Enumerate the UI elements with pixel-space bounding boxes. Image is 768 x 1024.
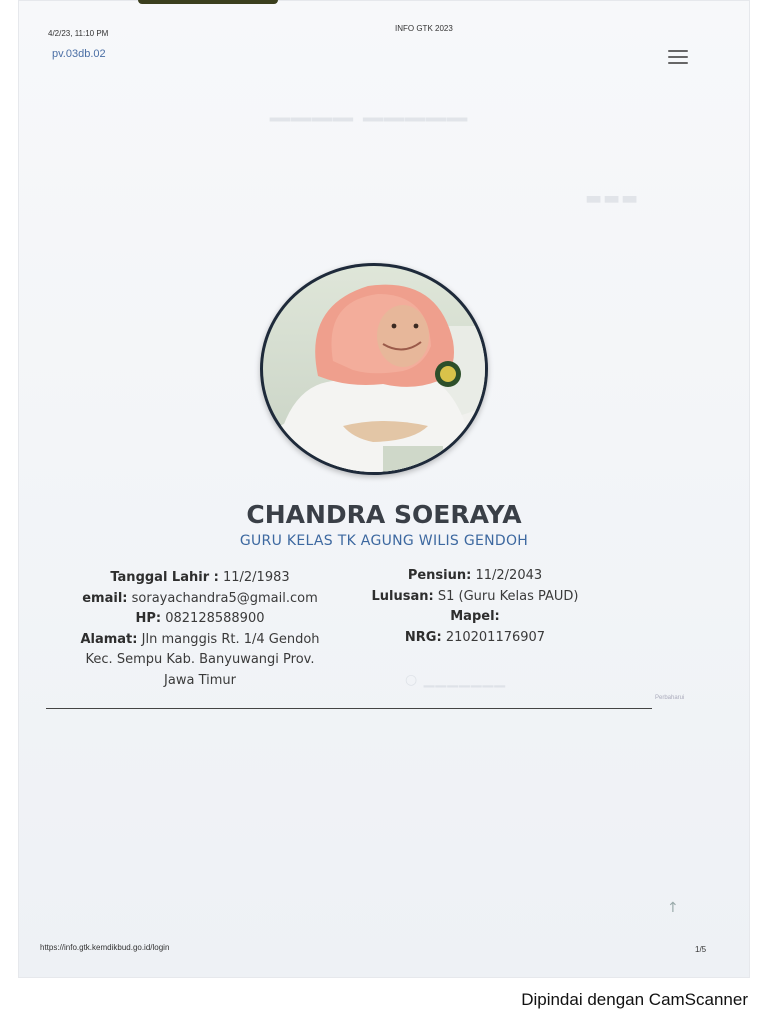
phone-label: HP:	[135, 611, 162, 626]
section-divider	[46, 708, 652, 709]
bleed-through-artifact: ▬▬▬	[585, 188, 640, 209]
bleed-through-artifact: ▁▁▁▁ ▁▁▁▁▁	[270, 92, 469, 122]
retirement-row	[330, 566, 620, 587]
teacher-name: CHANDRA SOERAYA	[246, 500, 522, 529]
birthdate-row	[40, 568, 360, 589]
hamburger-menu-icon[interactable]	[668, 50, 688, 68]
address-label: Alamat:	[80, 631, 138, 647]
bleed-through-artifact: ○ ▁▁▁▁▁▁▁	[405, 672, 507, 688]
print-datetime: 4/2/23, 11:10 PM	[48, 29, 109, 38]
graduation-value: S1 (Guru Kelas PAUD)	[437, 588, 579, 604]
retirement-label: Pensiun:	[407, 568, 472, 583]
email-label: email:	[82, 590, 128, 606]
retirement-value: 11/2/2043	[475, 568, 543, 583]
footer-url: https://info.gtk.kemdikbud.go.id/login	[40, 943, 170, 952]
teacher-position: GURU KELAS TK AGUNG WILIS GENDOH	[239, 533, 529, 549]
subject-label: Mapel:	[450, 609, 500, 624]
nrg-value: 210201176907	[445, 629, 546, 645]
details-right-column	[330, 566, 620, 648]
avatar-icon	[263, 266, 485, 472]
version-label: pv.03db.02	[52, 48, 106, 60]
address-line-3: Jawa Timur	[164, 672, 236, 688]
address-line-2: Kec. Sempu Kab. Banyuwangi Prov.	[85, 652, 315, 667]
birthdate-label: Tanggal Lahir :	[110, 570, 219, 585]
phone-value: 082128588900	[165, 611, 265, 626]
birthdate-value: 11/2/1983	[222, 570, 290, 585]
email-value: sorayachandra5@gmail.com	[131, 590, 318, 606]
scroll-to-top-icon[interactable]: ↑	[667, 900, 679, 916]
nrg-row	[330, 628, 620, 649]
graduation-label: Lulusan:	[371, 588, 434, 604]
print-title: INFO GTK 2023	[395, 24, 453, 33]
graduation-row	[330, 587, 620, 608]
email-row	[40, 589, 360, 610]
update-link[interactable]: Perbaharui	[655, 695, 685, 701]
camscanner-watermark: Dipindai dengan CamScanner	[521, 990, 748, 1009]
paper-top-strip	[138, 0, 278, 4]
phone-row	[40, 609, 360, 630]
profile-photo	[260, 263, 488, 475]
nrg-label: NRG:	[404, 629, 442, 645]
address-row	[40, 630, 360, 651]
address-line-1: Jln manggis Rt. 1/4 Gendoh	[141, 631, 320, 647]
subject-row	[330, 607, 620, 628]
paper-sheet	[18, 0, 750, 978]
page-number: 1/5	[695, 945, 707, 954]
details-left-column	[40, 568, 360, 691]
